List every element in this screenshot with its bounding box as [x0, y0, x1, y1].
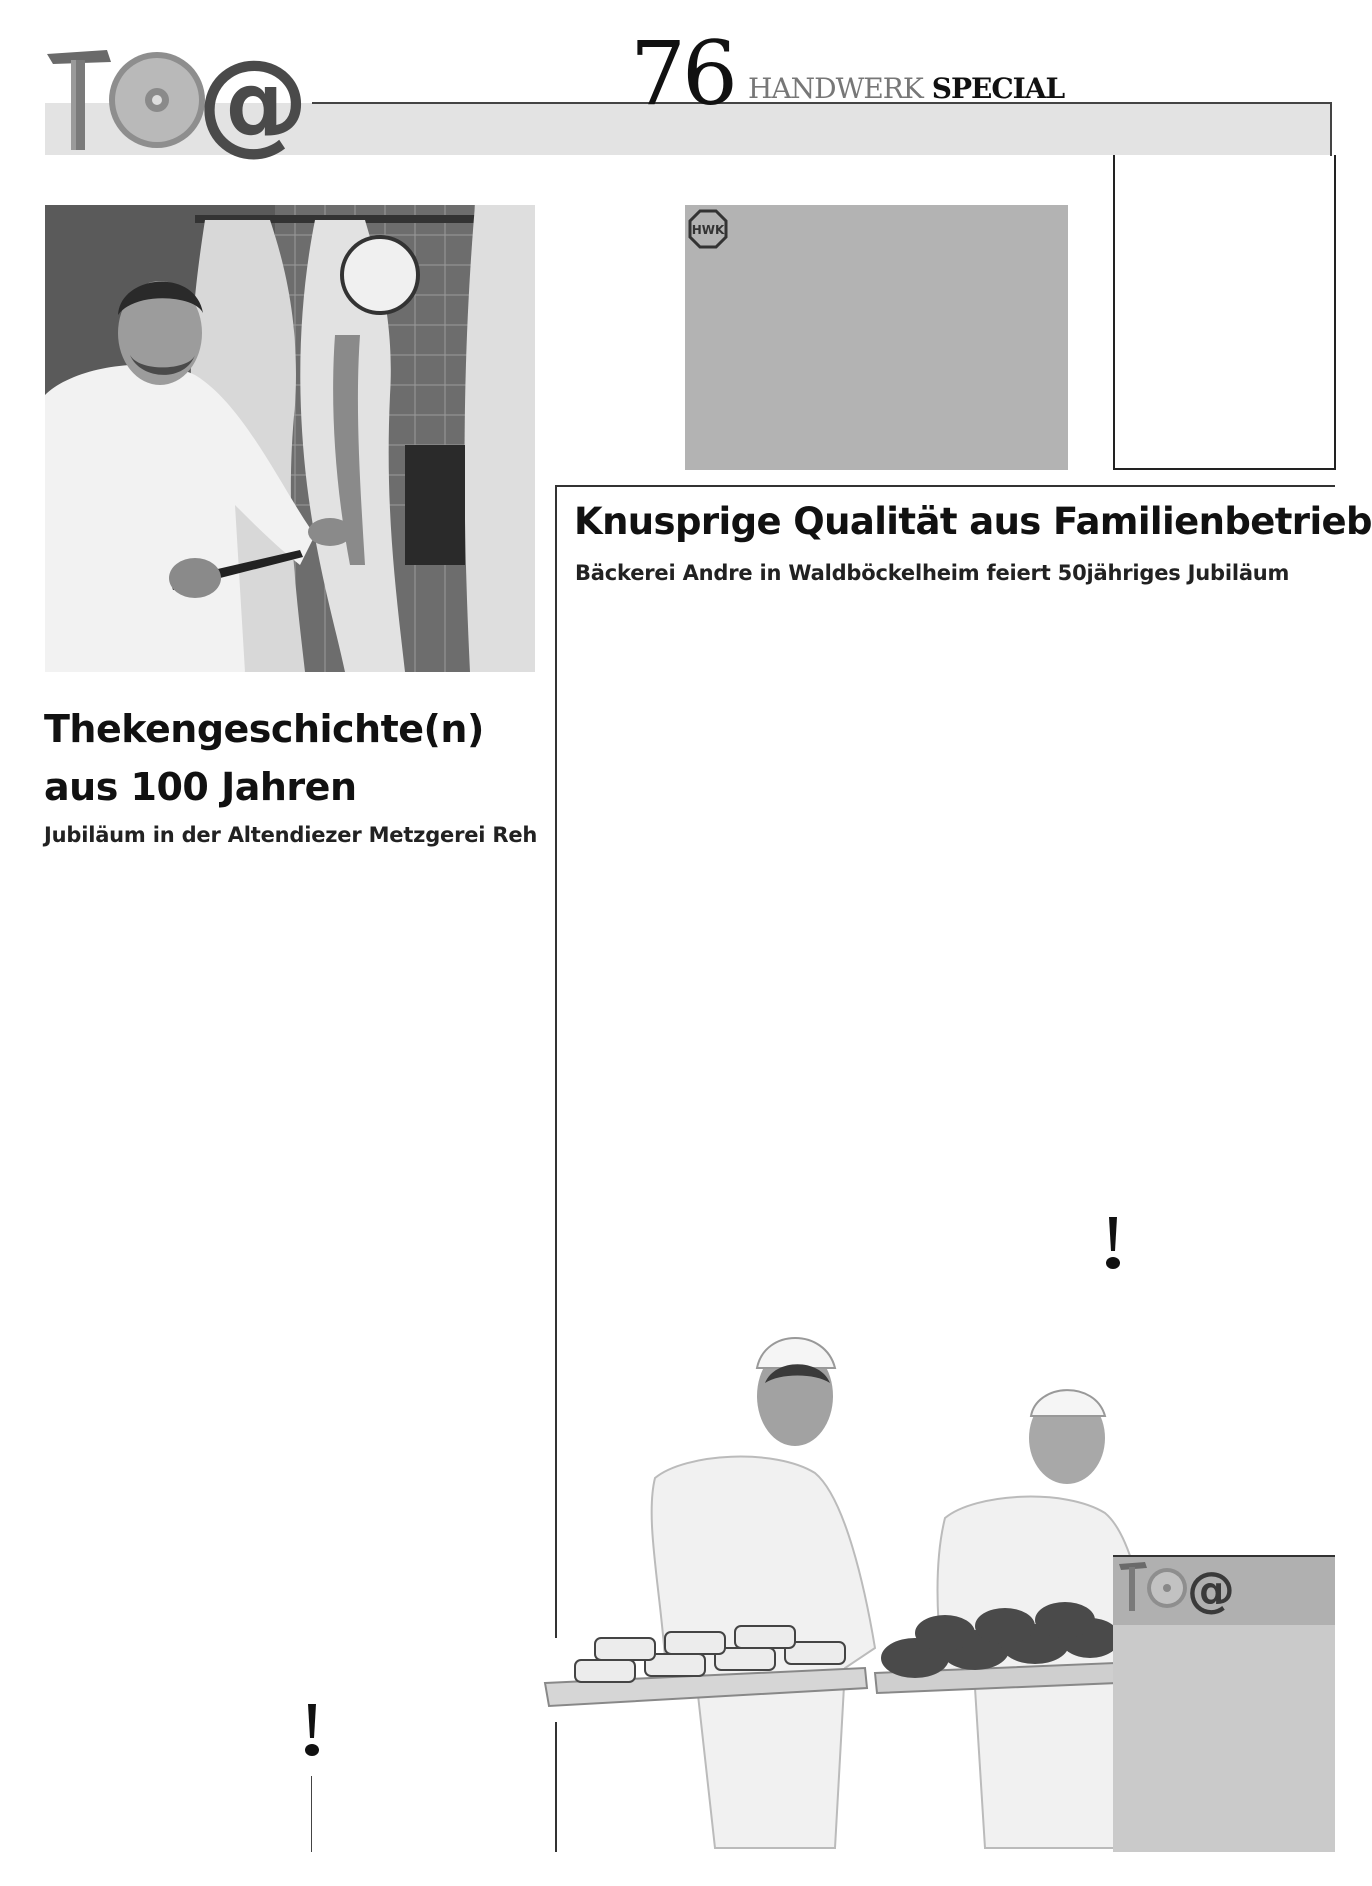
- section-word-handwerk: HANDWERK: [748, 72, 923, 105]
- left-title-line1: Thekengeschichte(n): [44, 707, 484, 751]
- hammer-saw-at-icon: [45, 37, 309, 167]
- left-article-subtitle: Jubiläum in der Altendiezer Metzgerei Reh: [44, 823, 538, 847]
- butcher-photo: [45, 205, 535, 672]
- left-article-title: [44, 700, 544, 816]
- exclamation-rule: [311, 1776, 312, 1852]
- header-right-rule: [1330, 102, 1332, 156]
- page-number: 76: [630, 22, 734, 125]
- left-title-line2: aus 100 Jahren: [44, 765, 357, 809]
- svg-text:@: @: [1187, 1562, 1235, 1618]
- hammer-saw-at-icon: [1117, 1558, 1235, 1618]
- svg-text:@: @: [197, 37, 309, 167]
- exclamation-icon: [1105, 1215, 1121, 1277]
- section-title: [748, 74, 1064, 104]
- exclamation-icon: [304, 1702, 320, 1764]
- right-article-title: Knusprige Qualität aus Familienbetrieb: [574, 500, 1372, 543]
- right-article-subtitle: Bäckerei Andre in Waldböckelheim feiert 50jähriges Jubiläum: [575, 561, 1290, 585]
- hwk-logo-text: HWK: [691, 223, 725, 237]
- hwk-logo-icon: [688, 209, 728, 249]
- advertisement-box: [685, 205, 1068, 470]
- section-word-special: SPECIAL: [931, 72, 1065, 105]
- advertisement-frame: [1113, 155, 1336, 470]
- column-top-rule: [555, 485, 1335, 487]
